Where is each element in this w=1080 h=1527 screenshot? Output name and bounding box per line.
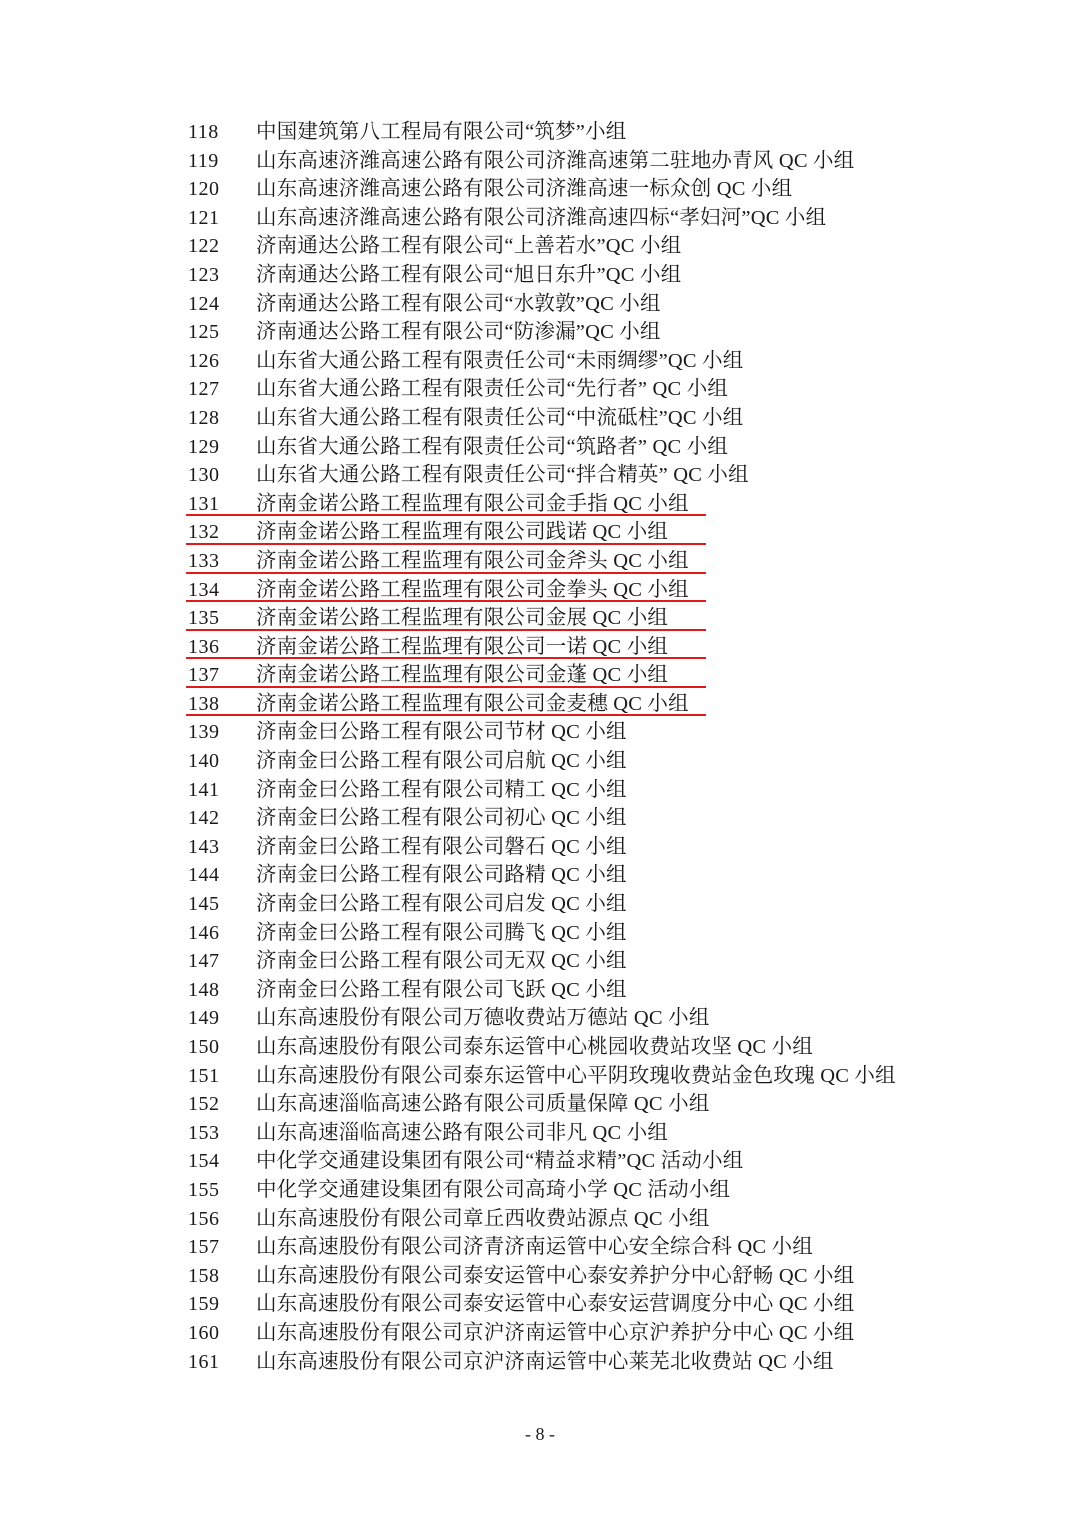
list-item [0,776,1080,805]
list-item [0,490,1080,519]
list-item [0,1205,1080,1234]
list-item [0,976,1080,1005]
list-item [0,147,1080,176]
list-item-number: 152 [188,1093,220,1116]
list-item-number: 126 [188,349,220,372]
list-item-number: 143 [188,835,220,858]
list-item-number: 154 [188,1150,220,1173]
list-item-number: 160 [188,1321,220,1344]
list-item [0,175,1080,204]
page-number: - 8 - [525,1424,555,1444]
list-item [0,261,1080,290]
list-item [0,118,1080,147]
list-item-text: 山东高速股份有限公司京沪济南运管中心莱芜北收费站 QC 小组 [256,1350,834,1373]
list-item-text: 中化学交通建设集团有限公司“精益求精”QC 活动小组 [256,1150,744,1173]
list-item [0,1062,1080,1091]
list-item [0,690,1080,719]
list-item-number: 156 [188,1207,220,1230]
list-item-number: 157 [188,1236,220,1259]
list-item-text: 山东高速股份有限公司济青济南运管中心安全综合科 QC 小组 [256,1236,814,1259]
list-item [0,1262,1080,1291]
list-item-number: 149 [188,1007,220,1030]
list-item [0,547,1080,576]
list-item-number: 141 [188,778,220,801]
list-item-number: 159 [188,1293,220,1316]
list-item [0,1290,1080,1319]
list-item-number: 144 [188,864,220,887]
list-item-number: 120 [188,178,220,201]
list-item-text: 山东高速股份有限公司万德收费站万德站 QC 小组 [256,1007,710,1030]
list-item [0,661,1080,690]
list-item-number: 127 [188,378,220,401]
list-item-text: 济南通达公路工程有限公司“上善若水”QC 小组 [256,235,682,258]
list-item [0,633,1080,662]
list-item-text: 济南金诺公路工程监理有限公司金展 QC 小组 [256,607,669,630]
list-item-text: 中化学交通建设集团有限公司高琦小学 QC 活动小组 [256,1178,731,1201]
list-item-text: 济南金诺公路工程监理有限公司践诺 QC 小组 [256,521,669,544]
list-item-text: 山东省大通公路工程有限责任公司“中流砥柱”QC 小组 [256,406,744,429]
list-item-text: 济南金曰公路工程有限公司腾飞 QC 小组 [256,921,627,944]
list-item [0,919,1080,948]
list-item [0,804,1080,833]
list-item-number: 131 [188,492,220,515]
list-item-number: 161 [188,1350,220,1373]
list-item-number: 153 [188,1121,220,1144]
list-item-number: 136 [188,635,220,658]
list-item-text: 山东高速股份有限公司泰东运管中心平阴玫瑰收费站金色玫瑰 QC 小组 [256,1064,896,1087]
list-item-number: 150 [188,1036,220,1058]
list-item-number: 125 [188,321,220,344]
list-item-text: 济南通达公路工程有限公司“旭日东升”QC 小组 [256,263,682,286]
list-item-text: 济南金曰公路工程有限公司路精 QC 小组 [256,864,627,887]
list-item-number: 155 [188,1178,220,1201]
list-item-text: 山东省大通公路工程有限责任公司“未雨绸缪”QC 小组 [256,349,744,372]
list-item [0,1176,1080,1205]
list-item-text: 山东高速股份有限公司章丘西收费站源点 QC 小组 [256,1207,710,1230]
list-item-text: 济南金诺公路工程监理有限公司金麦穗 QC 小组 [256,692,689,715]
list-item-number: 133 [188,549,220,572]
list-item-text: 山东高速济潍高速公路有限公司济潍高速第二驻地办青风 QC 小组 [256,149,855,172]
list-item [0,1119,1080,1148]
list-item-text: 山东高速淄临高速公路有限公司质量保障 QC 小组 [256,1093,710,1116]
list-item-text: 济南金曰公路工程有限公司节材 QC 小组 [256,721,627,744]
list-item-text: 山东高速股份有限公司泰东运管中心桃园收费站攻坚 QC 小组 [256,1036,814,1058]
list-item-text: 中国建筑第八工程局有限公司“筑梦”小组 [256,121,627,143]
list-item-number: 132 [188,521,220,544]
list-item-text: 山东高速济潍高速公路有限公司济潍高速一标众创 QC 小组 [256,178,793,201]
list-item-number: 130 [188,464,220,487]
list-item-text: 山东高速股份有限公司泰安运管中心泰安养护分中心舒畅 QC 小组 [256,1264,855,1287]
list-item-number: 140 [188,750,220,773]
list-item-number: 124 [188,292,220,315]
list-item [0,461,1080,490]
list-item [0,433,1080,462]
list-item [0,1348,1080,1377]
list-item [0,1090,1080,1119]
list-item-number: 142 [188,807,220,830]
list-item [0,833,1080,862]
list-item-text: 济南金曰公路工程有限公司启发 QC 小组 [256,893,627,916]
list-item-text: 山东高速股份有限公司京沪济南运管中心京沪养护分中心 QC 小组 [256,1321,855,1344]
list-item-number: 158 [188,1264,220,1287]
list-item-text: 山东高速济潍高速公路有限公司济潍高速四标“孝妇河”QC 小组 [256,206,827,229]
list-item-text: 济南金诺公路工程监理有限公司金蓬 QC 小组 [256,664,669,687]
list-item-number: 121 [188,206,220,229]
list-item-text: 济南通达公路工程有限公司“水敦敦”QC 小组 [256,292,661,315]
list-item-number: 145 [188,893,220,916]
list-item-text: 山东省大通公路工程有限责任公司“先行者” QC 小组 [256,378,729,401]
list-item [0,747,1080,776]
list-item [0,1147,1080,1176]
list-item [0,404,1080,433]
list-item-text: 山东高速淄临高速公路有限公司非凡 QC 小组 [256,1121,669,1144]
list-item [0,204,1080,233]
list-item [0,1004,1080,1033]
list-item-text: 济南金曰公路工程有限公司启航 QC 小组 [256,750,627,773]
list-item [0,1033,1080,1062]
list-item-number: 146 [188,921,220,944]
list-item-text: 山东省大通公路工程有限责任公司“筑路者” QC 小组 [256,435,729,458]
list-item-text: 山东高速股份有限公司泰安运管中心泰安运营调度分中心 QC 小组 [256,1293,855,1316]
list-item [0,518,1080,547]
list-item-text: 济南金曰公路工程有限公司初心 QC 小组 [256,807,627,830]
list-item-text: 济南金曰公路工程有限公司精工 QC 小组 [256,778,627,801]
list-item [0,718,1080,747]
list-item-text: 济南金诺公路工程监理有限公司金斧头 QC 小组 [256,549,689,572]
list-item [0,290,1080,319]
list-item-text: 济南通达公路工程有限公司“防渗漏”QC 小组 [256,321,661,344]
list-item-text: 济南金曰公路工程有限公司飞跃 QC 小组 [256,978,627,1001]
list-item-number: 128 [188,406,220,429]
list-item-number: 119 [188,149,219,172]
list-item-number: 151 [188,1064,220,1087]
list-item-number: 147 [188,950,220,973]
list-item [0,576,1080,605]
list-item-text: 济南金曰公路工程有限公司无双 QC 小组 [256,950,627,973]
list-item-number: 118 [188,121,219,143]
list-item [0,890,1080,919]
list-item [0,947,1080,976]
list-item-number: 139 [188,721,220,744]
qc-group-list [0,118,1080,1376]
list-item [0,861,1080,890]
list-item-number: 122 [188,235,220,258]
list-item [0,347,1080,376]
list-item-number: 148 [188,978,220,1001]
list-item [0,1319,1080,1348]
list-item [0,604,1080,633]
list-item-text: 济南金曰公路工程有限公司磐石 QC 小组 [256,835,627,858]
list-item-number: 135 [188,607,220,630]
list-item-text: 济南金诺公路工程监理有限公司一诺 QC 小组 [256,635,669,658]
list-item-number: 137 [188,664,220,687]
list-item [0,232,1080,261]
list-item-number: 129 [188,435,220,458]
list-item [0,375,1080,404]
list-item-text: 济南金诺公路工程监理有限公司金手指 QC 小组 [256,492,689,515]
list-item-number: 138 [188,692,220,715]
list-item-text: 济南金诺公路工程监理有限公司金拳头 QC 小组 [256,578,689,601]
list-item-text: 山东省大通公路工程有限责任公司“拌合精英” QC 小组 [256,464,749,487]
list-item [0,1233,1080,1262]
list-item-number: 134 [188,578,220,601]
list-item-number: 123 [188,263,220,286]
list-item [0,318,1080,347]
